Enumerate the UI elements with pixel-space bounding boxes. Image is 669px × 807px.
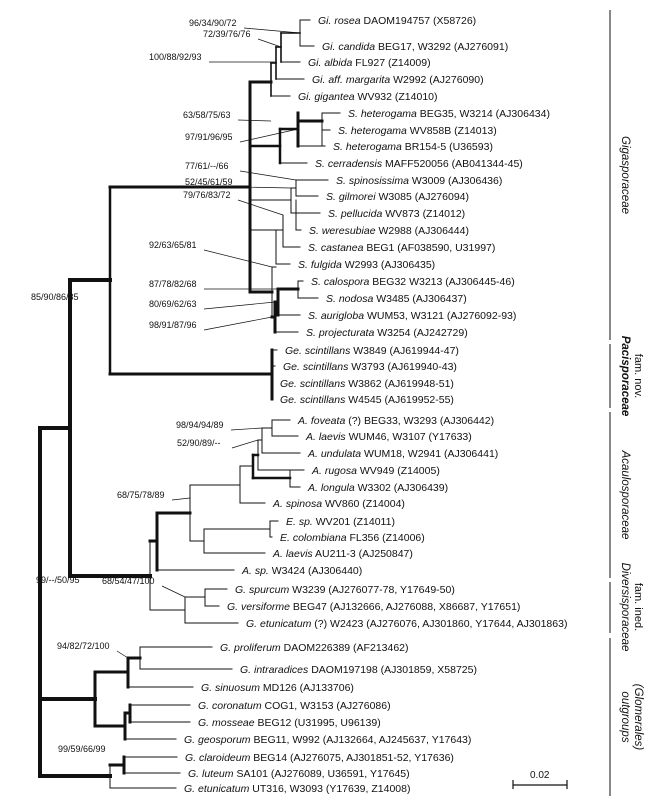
support-value: 72/39/76/76 [203, 29, 251, 39]
tip-accession: BEG35, W3214 (AJ306434) [416, 108, 550, 120]
family-label: outgroups [619, 691, 631, 743]
tip-species: Gi. candida [322, 41, 376, 53]
tip-accession: BR154-5 (U36593) [401, 141, 493, 153]
tip-species: G. etunicatum [184, 783, 250, 795]
family-label: fam. nov. [632, 353, 644, 399]
tip-accession: W3424 (AJ306440) [268, 565, 363, 577]
tip-species: A. sp. [242, 565, 269, 577]
support-value: 99/59/66/99 [58, 744, 106, 754]
tip-label [305, 431, 472, 443]
tip-label [285, 345, 459, 357]
tip-label [272, 498, 405, 510]
tip-label [312, 74, 484, 86]
tip-label [338, 125, 497, 137]
tip-label [185, 752, 454, 764]
family-label: fam. ined. [632, 582, 644, 632]
tip-accession: COG1, W3153 (AJ276086) [261, 700, 391, 712]
tip-species: S. heterogama [348, 108, 417, 120]
tip-accession: W3085 (AJ276094) [375, 191, 469, 203]
tip-species: Ge. scintillans [285, 345, 351, 357]
support-value: 52/90/89/-- [177, 438, 221, 448]
tip-label [241, 565, 362, 577]
tip-species: S. heterogama [333, 141, 402, 153]
support-leader [204, 317, 272, 330]
support-value: 80/69/62/63 [149, 299, 197, 309]
support-value: 52/45/61/59 [185, 177, 233, 187]
tip-species: S. weresubiae [309, 225, 376, 237]
tip-accession: W3862 (AJ619948-51) [345, 378, 454, 390]
tip-species: G. versiforme [227, 601, 291, 613]
tip-species: G. coronatum [198, 700, 262, 712]
tip-species: G. spurcum [235, 584, 290, 596]
tip-species: G. intraradices [240, 664, 309, 676]
tip-species: S. gilmorei [326, 191, 376, 203]
tip-accession: WUM53, W3121 (AJ276092-93) [364, 310, 517, 322]
tip-label [198, 717, 381, 729]
support-leader [240, 171, 296, 180]
tip-species: G. etunicatum [246, 618, 312, 630]
tip-label [298, 91, 438, 103]
tip-species: S. heterogama [338, 125, 407, 137]
support-value: 85/90/86/85 [31, 292, 79, 302]
tip-accession: DAOM226389 (AF213462) [280, 642, 409, 654]
tip-species: A. rugosa [312, 465, 357, 477]
tip-species: S. projecturata [306, 327, 375, 339]
tip-label [336, 175, 502, 187]
family-label: Gigasporaceae [619, 136, 631, 214]
tip-labels [184, 15, 567, 795]
tip-accession: W3239 (AJ276077-78, Y17649-50) [289, 584, 455, 596]
tip-species: S. calospora [311, 276, 370, 288]
tip-accession: WV858B (Z14013) [406, 125, 497, 137]
tip-label [184, 783, 410, 795]
support-value: 63/58/75/63 [183, 110, 231, 120]
support-value: 97/91/96/95 [185, 132, 233, 142]
tip-label [246, 618, 567, 630]
tip-accession: W2988 (AJ306444) [375, 225, 469, 237]
tip-accession: WV201 (Z14011) [312, 516, 395, 528]
tip-accession: BEG47 (AJ132666, AJ276088, X86687, Y17651) [290, 601, 521, 613]
family-brackets [610, 10, 644, 796]
support-value: 87/78/82/68 [149, 279, 197, 289]
tip-label [307, 448, 498, 460]
support-leader [231, 428, 262, 430]
support-value: 98/91/87/96 [149, 320, 197, 330]
tip-species: A. laevis [273, 548, 313, 560]
tip-species: G. mosseae [198, 717, 255, 729]
support-value: 99/--/50/95 [36, 575, 80, 585]
tip-species: Gi. gigantea [298, 91, 355, 103]
support-value: 98/94/94/89 [176, 420, 224, 430]
tip-accession: (?) W2423 (AJ276076, AJ301860, Y17644, AJ301863) [311, 618, 568, 630]
tip-accession: FL356 (Z14006) [346, 532, 425, 544]
tip-accession: (?) BEG33, W3293 (AJ306442) [345, 415, 495, 427]
tip-label [188, 768, 410, 780]
tip-accession: DAOM194757 (X58726) [360, 15, 477, 27]
tip-species: A. undulata [308, 448, 362, 460]
tip-accession: W3009 (AJ306436) [408, 175, 503, 187]
scale-bar-label: 0.02 [530, 770, 550, 781]
tip-label [297, 415, 494, 427]
tip-species: S. fulgida [298, 259, 342, 271]
family-label: Acaulosporaceae [619, 450, 631, 540]
tip-label [235, 584, 455, 596]
tip-species: G. sinuosum [201, 682, 260, 694]
tip-species: S. castanea [308, 242, 364, 254]
support-leader [244, 28, 300, 33]
tip-species: E. sp. [286, 516, 313, 528]
support-leader [117, 651, 128, 658]
tip-label [333, 141, 493, 153]
tip-label [315, 158, 523, 170]
support-value: 68/54/47/100 [102, 576, 155, 586]
tip-accession: AU211-3 (AJ250847) [312, 548, 413, 560]
tip-accession: BEG1 (AF038590, U31997) [363, 242, 496, 254]
tip-accession: FL927 (Z14009) [352, 57, 431, 69]
tip-label [307, 482, 448, 494]
tip-species: Ge. scintillans [283, 361, 349, 373]
support-leader [238, 200, 283, 215]
tip-species: A. laevis [306, 431, 346, 443]
support-leader [204, 302, 275, 309]
tip-label [309, 225, 469, 237]
tip-accession: SA101 (AJ276089, U36591, Y17645) [233, 768, 410, 780]
tip-species: A. longula [308, 482, 355, 494]
tip-label [322, 41, 508, 53]
tip-label [184, 734, 471, 746]
tip-accession: MAFF520056 (AB041344-45) [382, 158, 523, 170]
tip-accession: BEG17, W3292 (AJ276091) [375, 41, 509, 53]
tip-accession: UT316, W3093 (Y17639, Z14008) [249, 783, 411, 795]
tip-label [318, 15, 476, 27]
tip-species: S. pellucida [328, 208, 383, 220]
tip-label [348, 108, 550, 120]
tip-accession: W3254 (AJ242729) [374, 327, 468, 339]
support-leader [232, 440, 258, 448]
tip-label [280, 532, 425, 544]
tip-species: S. spinosissima [336, 175, 409, 187]
tip-label [326, 293, 467, 305]
tip-species: Gi. rosea [318, 15, 361, 27]
tip-label [308, 57, 431, 69]
tip-accession: WV949 (Z14005) [356, 465, 440, 477]
tip-species: G. geosporum [184, 734, 251, 746]
tip-accession: W2993 (AJ306435) [341, 259, 436, 271]
family-label: (Glomerales) [632, 683, 644, 751]
tip-species: Gi. albida [308, 57, 353, 69]
support-leader [162, 586, 185, 597]
tip-accession: W4545 (AJ619952-55) [345, 394, 454, 406]
support-value: 100/88/92/93 [149, 52, 202, 62]
tip-label [283, 361, 457, 373]
tip-accession: BEG11, W992 (AJ132664, AJ245637, Y17643) [250, 734, 472, 746]
tip-label [328, 208, 465, 220]
support-value: 79/76/83/72 [183, 190, 231, 200]
tip-species: Ge. scintillans [280, 394, 346, 406]
support-leader [172, 498, 190, 500]
tip-accession: WV860 (Z14004) [322, 498, 405, 510]
tip-label [280, 378, 454, 390]
tip-species: A. foveata [298, 415, 346, 427]
tip-accession: MD126 (AJ133706) [259, 682, 354, 694]
tip-accession: W3849 (AJ619944-47) [350, 345, 459, 357]
support-value: 77/61/--/66 [185, 161, 229, 171]
tip-label [201, 682, 354, 694]
support-value: 92/63/65/81 [149, 240, 197, 250]
support-value: 68/75/78/89 [117, 490, 165, 500]
tip-label [311, 276, 515, 288]
tip-accession: BEG14 (AJ276075, AJ301851-52, Y17636) [250, 752, 454, 764]
tip-accession: WUM46, W3107 (Y17633) [345, 431, 472, 443]
tip-species: Gi. aff. margarita [312, 74, 391, 86]
support-leader [238, 120, 271, 121]
tip-species: S. cerradensis [315, 158, 383, 170]
tip-label [308, 242, 495, 254]
tip-accession: WUM18, W2941 (AJ306441) [361, 448, 499, 460]
tip-label [240, 664, 477, 676]
tip-species: G. luteum [188, 768, 234, 780]
tip-label [306, 327, 468, 339]
tip-species: S. aurigloba [308, 310, 365, 322]
tip-accession: BEG32 W3213 (AJ306445-46) [369, 276, 515, 288]
scale-bar [513, 770, 567, 789]
family-label: Diversisporaceae [619, 562, 631, 652]
tip-accession: W3793 (AJ619940-43) [348, 361, 457, 373]
tip-label [326, 191, 469, 203]
support-value: 94/82/72/100 [57, 641, 110, 651]
tip-label [198, 700, 391, 712]
tip-accession: BEG12 (U31995, U96139) [254, 717, 381, 729]
tip-label [298, 259, 435, 271]
support-leader [204, 250, 272, 267]
support-value: 96/34/90/72 [189, 18, 237, 28]
tip-accession: WV932 (Z14010) [354, 91, 438, 103]
tip-species: G. claroideum [185, 752, 251, 764]
family-label: Pacisporaceae [619, 335, 631, 417]
tip-label [286, 516, 395, 528]
tip-accession: W3302 (AJ306439) [354, 482, 449, 494]
tip-species: G. proliferum [220, 642, 281, 654]
tip-label [308, 310, 516, 322]
tip-accession: WV873 (Z14012) [382, 208, 466, 220]
tip-species: A. spinosa [273, 498, 323, 510]
support-leader [258, 39, 281, 47]
tip-species: S. nodosa [326, 293, 374, 305]
tip-label [280, 394, 454, 406]
tip-accession: W2992 (AJ276090) [390, 74, 484, 86]
tip-species: E. colombiana [280, 532, 347, 544]
tip-accession: W3485 (AJ306437) [373, 293, 467, 305]
tip-label [227, 601, 520, 613]
tip-label [272, 548, 413, 560]
tip-species: Ge. scintillans [280, 378, 346, 390]
tip-label [311, 465, 440, 477]
tip-accession: DAOM197198 (AJ301859, X58725) [308, 664, 477, 676]
tip-label [220, 642, 409, 654]
